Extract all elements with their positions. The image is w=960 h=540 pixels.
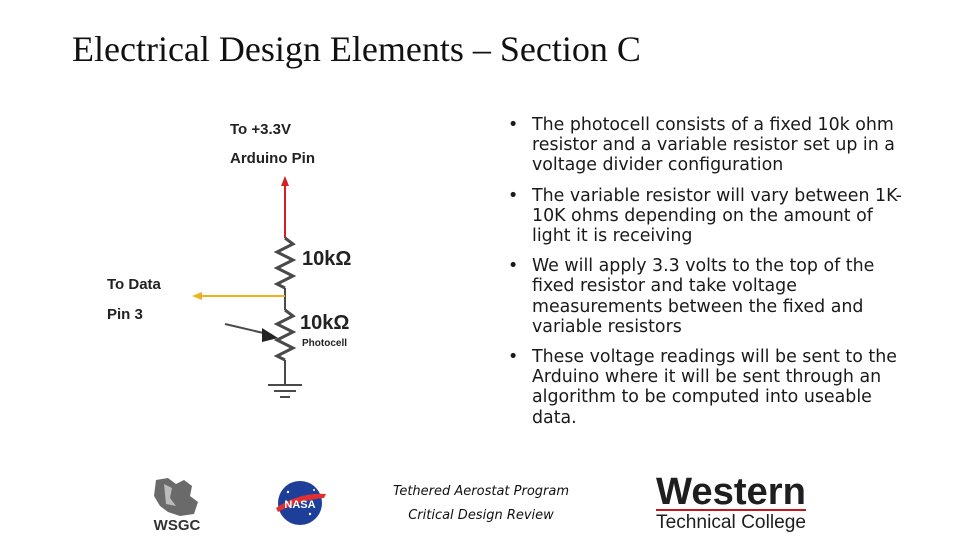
wsgc-logo [146, 476, 208, 534]
svg-text:NASA: NASA [284, 499, 316, 511]
bullet-item: • The photocell consists of a fixed 10k ohm resistor and a variable resistor set up in a voltage divider configuration [505, 115, 905, 176]
data-label-line1: To Data [107, 276, 161, 293]
svg-text:Western: Western [656, 471, 806, 513]
ground-icon [268, 385, 302, 397]
slide-title: Electrical Design Elements – Section C [72, 29, 641, 69]
bullet-item: • We will apply 3.3 volts to the top of the fixed resistor and take voltage measurements between the fixed and variable resistors [505, 256, 905, 337]
fixed-resistor [277, 238, 293, 288]
data-arrow-icon [192, 292, 202, 300]
footer-review: Critical Design Review [408, 508, 554, 523]
svg-text:Technical College: Technical College [656, 512, 806, 533]
voltage-divider-diagram [100, 110, 380, 410]
supply-label-line1: To +3.3V [230, 121, 291, 138]
supply-label-line2: Arduino Pin [230, 150, 315, 167]
photocell-label: Photocell [302, 338, 348, 349]
supply-arrow-icon [281, 176, 289, 186]
footer-program: Tethered Aerostat Program [392, 484, 569, 499]
western-technical-college-logo [652, 468, 812, 534]
bullet-list [505, 115, 905, 438]
bullet-item: • These voltage readings will be sent to the Arduino where it will be sent through an algorithm to be computed into useable data. [505, 347, 905, 428]
bullet-item: • The variable resistor will vary between 1K-10K ohms depending on the amount of light it is receiving [505, 186, 905, 247]
nasa-logo [272, 478, 328, 528]
svg-text:WSGC: WSGC [153, 517, 201, 534]
resistor2-label: 10kΩ [300, 312, 350, 334]
photocell-resistor [277, 310, 293, 360]
resistor1-label: 10kΩ [302, 248, 352, 270]
footer-caption [372, 480, 590, 528]
data-label-line2: Pin 3 [107, 306, 143, 323]
